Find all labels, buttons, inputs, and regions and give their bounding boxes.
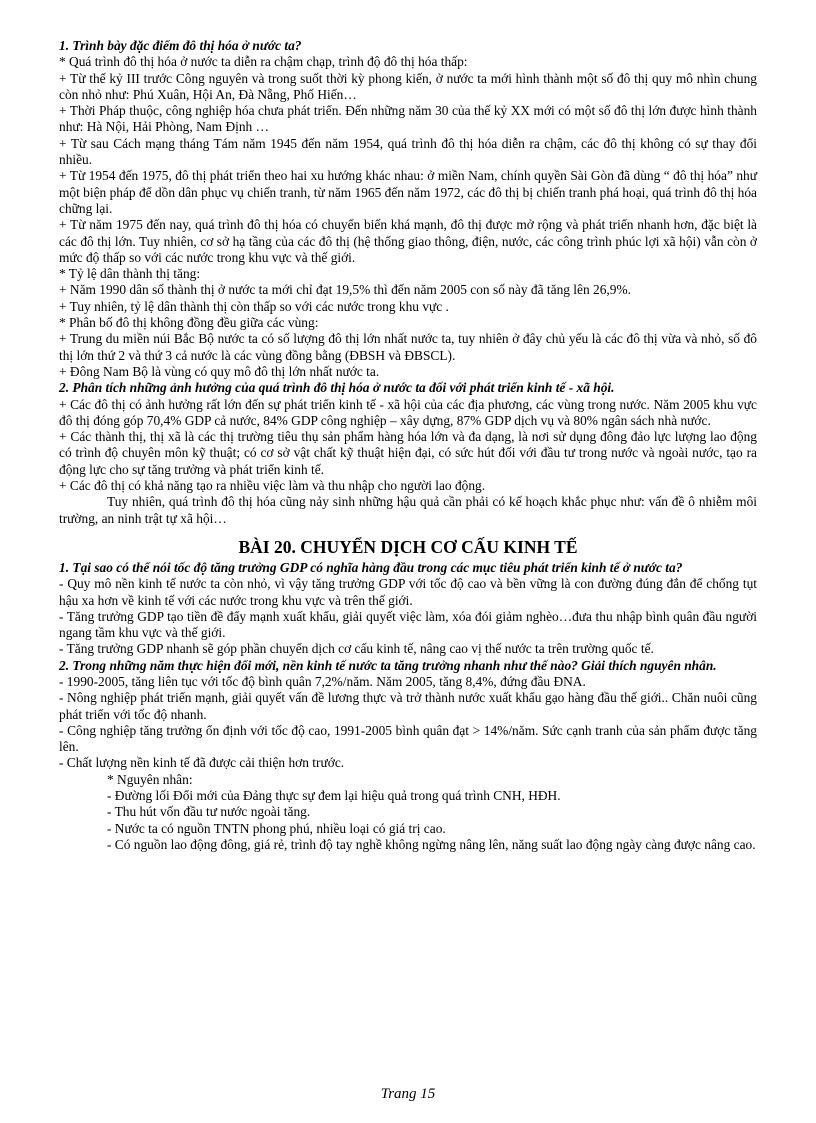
paragraph: - Tăng trưởng GDP nhanh sẽ góp phần chuyển dịch cơ cấu kinh tế, nâng cao vị thế nước ta trên trường quốc tế.: [59, 641, 654, 657]
paragraph: + Từ thế kỷ III trước Công nguyên và trong suốt thời kỳ phong kiến, ở nước ta mới hình thành một số đô thị quy mô nhìn chung còn nhỏ như: Phú Xuân, Hội An, Đà Nẵng, Phố Hiến…: [59, 70, 757, 102]
paragraph: - Thu hút vốn đầu tư nước ngoài tăng.: [107, 804, 311, 820]
document-page: [59, 38, 757, 853]
question-heading: 2. Trong những năm thực hiện đổi mới, nền kinh tế nước ta tăng trưởng nhanh như thế nào? Giải thích nguyên nhân.: [59, 657, 717, 673]
paragraph: - Nước ta có nguồn TNTN phong phú, nhiều loại có giá trị cao.: [107, 820, 446, 836]
paragraph: + Năm 1990 dân số thành thị ở nước ta mới chỉ đạt 19,5% thì đến năm 2005 con số này đã tăng lên 26,9%.: [59, 282, 631, 298]
paragraph: * Nguyên nhân:: [107, 771, 193, 787]
paragraph: * Quá trình đô thị hóa ở nước ta diễn ra chậm chạp, trình độ đô thị hóa thấp:: [59, 54, 468, 70]
paragraph: - Nông nghiệp phát triển mạnh, giải quyết vấn đề lương thực và trở thành nước xuất khẩu gạo hàng đầu thế giới.. Chăn nuôi cũng phát triển với tốc độ nhanh.: [59, 690, 757, 722]
paragraph: + Các thành thị, thị xã là các thị trường tiêu thụ sản phẩm hàng hóa lớn và đa dạng, là nơi sử dụng đông đảo lực lượng lao động có trình độ chuyên môn kỹ thuật; có cơ sở vật chất kỹ thuật hiện đại, có sức hút đối với đầu tư trong nước và ngoài nước, tạo ra động lực cho sự tăng trưởng và phát triển kinh tế.: [59, 429, 757, 477]
paragraph: Tuy nhiên, quá trình đô thị hóa cũng nảy sinh những hậu quả cần phải có kế hoạch khắc phục như: vấn đề ô nhiễm môi trường, an ninh trật tự xã hội…: [59, 494, 757, 526]
paragraph: + Các đô thị có khả năng tạo ra nhiều việc làm và thu nhập cho người lao động.: [59, 478, 486, 494]
paragraph: + Từ năm 1975 đến nay, quá trình đô thị hóa có chuyển biến khá mạnh, đô thị được mở rộng và phát triển nhanh hơn, đặc biệt là các đô thị lớn. Tuy nhiên, cơ sở hạ tầng của các đô thị (hệ thống giao thông, điện, nước, các công trình phúc lợi xã hội) vẫn còn ở mức độ thấp so với các nước trong khu vực và thế giới.: [59, 217, 757, 265]
page-number: Trang 15: [380, 1086, 436, 1102]
question-heading: 1. Tại sao có thể nói tốc độ tăng trưởng GDP có nghĩa hàng đầu trong các mục tiêu phát triển kinh tế ở nước ta?: [59, 559, 683, 575]
question-heading: 1. Trình bày đặc điểm đô thị hóa ở nước ta?: [59, 38, 302, 53]
paragraph: - 1990-2005, tăng liên tục với tốc độ bình quân 7,2%/năm. Năm 2005, tăng 8,4%, đứng đầu ĐNA.: [59, 673, 586, 689]
paragraph: - Chất lượng nền kinh tế đã được cải thiện hơn trước.: [59, 755, 345, 771]
paragraph: - Quy mô nền kinh tế nước ta còn nhỏ, vì vậy tăng trưởng GDP với tốc độ cao và bền vững là con đường đúng đắn để chống tụt hậu xa hơn về kinh tế với các nước trong khu vực và trên thế giới.: [59, 576, 757, 608]
paragraph: + Từ 1954 đến 1975, đô thị phát triển theo hai xu hướng khác nhau: ở miền Nam, chính quyền Sài Gòn đã dùng “ đô thị hóa” như một biện pháp để dồn dân phục vụ chiến tranh, từ năm 1965 đến năm 1972, các đô thị bị chiến tranh phá hoại, quá trình đô thị hóa chững lại.: [59, 168, 757, 216]
paragraph: * Tỷ lệ dân thành thị tăng:: [59, 266, 201, 282]
question-heading: 2. Phân tích những ảnh hưởng của quá trình đô thị hóa ở nước ta đối với phát triển kinh tế - xã hội.: [59, 380, 615, 396]
paragraph: + Tuy nhiên, tỷ lệ dân thành thị còn thấp so với các nước trong khu vực .: [59, 298, 449, 314]
paragraph: - Công nghiệp tăng trưởng ổn định với tốc độ cao, 1991-2005 bình quân đạt > 14%/năm. Sức cạnh tranh của sản phẩm được tăng lên.: [59, 722, 757, 755]
paragraph: - Tăng trưởng GDP tạo tiền đề đẩy mạnh xuất khẩu, giải quyết việc làm, xóa đói giảm nghèo…đưa thu nhập bình quân đầu người ngang tầm khu vực và thế giới.: [59, 608, 757, 641]
paragraph: + Các đô thị có ảnh hưởng rất lớn đến sự phát triển kinh tế - xã hội của các địa phương, các vùng trong nước. Năm 2005 khu vực đô thị đóng góp 70,4% GDP cả nước, 84% GDP công nghiệp – xây dựng, 87% GDP dịch vụ và 80% ngân sách nhà nước.: [59, 396, 757, 428]
paragraph: + Từ sau Cách mạng tháng Tám năm 1945 đến năm 1954, quá trình đô thị hóa diễn ra chậm, các đô thị không có sự thay đổi nhiều.: [59, 135, 757, 168]
lesson-title: BÀI 20. CHUYỂN DỊCH CƠ CẤU KINH TẾ: [238, 536, 578, 557]
paragraph: + Đông Nam Bộ là vùng có quy mô đô thị lớn nhất nước ta.: [59, 363, 380, 379]
paragraph: * Phân bố đô thị không đồng đều giữa các vùng:: [59, 315, 319, 331]
paragraph: - Có nguồn lao động đông, giá rẻ, trình độ tay nghề không ngừng nâng lên, năng suất lao động ngày càng được nâng cao.: [107, 836, 756, 852]
paragraph: - Đường lối Đổi mới của Đảng thực sự đem lại hiệu quả trong quá trình CNH, HĐH.: [107, 788, 561, 804]
paragraph: + Trung du miền núi Bắc Bộ nước ta có số lượng đô thị lớn nhất nước ta, tuy nhiên ở đây chủ yếu là các đô thị vừa và nhỏ, số đô thị lớn thứ 2 và thứ 3 cả nước là các vùng đồng bằng (ĐBSH và ĐBSCL).: [59, 331, 757, 363]
paragraph: + Thời Pháp thuộc, công nghiệp hóa chưa phát triển. Đến những năm 30 của thế kỷ XX mới có một số đô thị lớn được hình thành như: Hà Nội, Hải Phòng, Nam Định …: [59, 103, 757, 135]
